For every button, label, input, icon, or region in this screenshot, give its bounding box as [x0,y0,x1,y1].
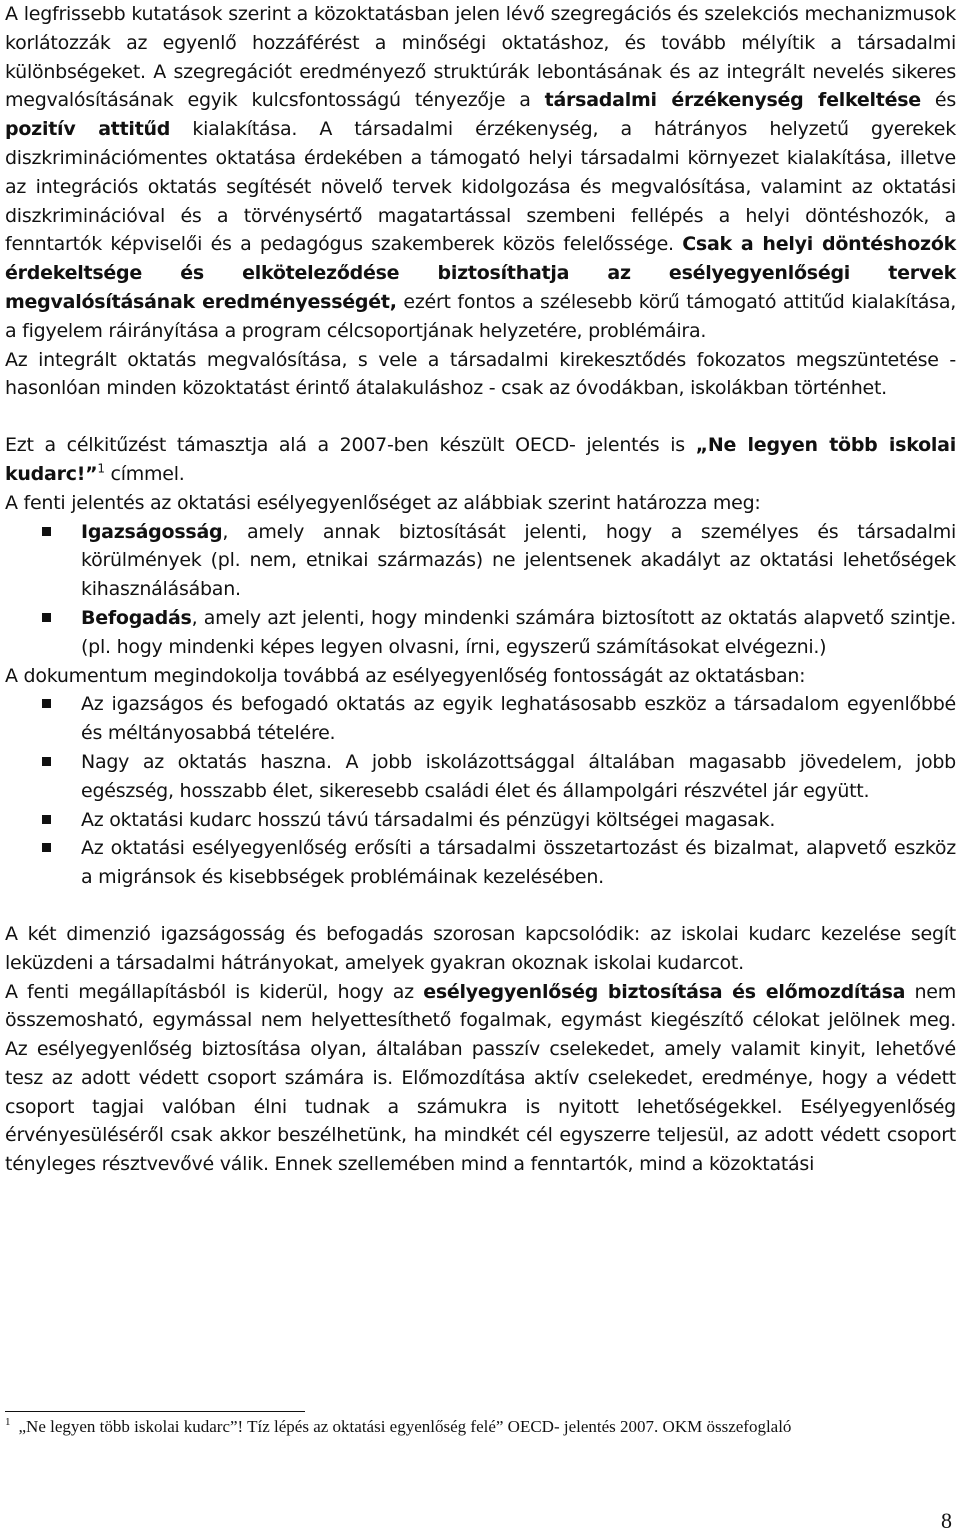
list-item-text: Az oktatási kudarc hosszú távú társadalmi és pénzügyi költségei magasak. [81,808,776,831]
square-bullet-icon [42,699,51,708]
list-item-text: Nagy az oktatás haszna. A jobb iskolázottsággal általában magasabb jövedelem, jobb egészség, hosszabb élet, sikeresebb családi élet és állampolgári részvétel jár együtt. [81,750,956,802]
term-label: Befogadás [81,606,192,629]
document-page [5,0,956,1179]
paragraph-text: A legfrissebb kutatások szerint a közoktatásban jelen lévő szegregációs és szelekciós mechanizmusok korlátozzák az egyenlő hozzáférést a minőségi oktatáshoz, és tovább mélyítik a társadalmi különbségeket. A szegregációt eredményező struktúrák lebontásának és az integrált nevelés sikeres megvalósításának egyik kulcsfontosságú tényezője a [5,3,956,112]
list-item-text: Az igazságos és befogadó oktatás az egyik leghatásosabb eszköz a társadalom egyenlőbbé és méltányosabbá tételére. [81,693,956,745]
paragraph-text: Ezt a célkitűzést támasztja alá a 2007-ben készült OECD- jelentés is [5,434,696,457]
square-bullet-icon [42,527,51,536]
paragraph-spacer [5,892,956,920]
page-number: 8 [941,1508,952,1533]
list-item [5,518,956,604]
footnote-text: „Ne legyen több iskolai kudarc”! Tíz lépés az oktatási egyenlőség felé” OECD- jelentés 2007. OKM összefoglaló [18,1417,792,1436]
emphasis-text: társadalmi érzékenység felkeltése [544,89,921,112]
footnote-divider [5,1411,305,1412]
paragraph-conclusion [5,978,956,1180]
footnote-number: 1 [5,1416,11,1429]
paragraph-spacer [5,403,956,431]
list-item [5,604,956,662]
paragraph-text: kialakítása. A társadalmi érzékenység, a hátrányos helyzetű gyerekek diszkriminációmentes oktatása érdekében a támogató helyi társadalmi környezet kialakítása, illetve az integrációs oktatás segítését növelő tervek kidolgozása és megvalósítása, valamint az oktatási diszkriminációval és a törvénysértő magatartással szembeni fellépés a helyi döntéshozók, a fenntartók képviselői és a pedagógus szakemberek közös felelőssége. [5,118,956,256]
paragraph-oecd-report [5,431,956,489]
report-title: „Ne legyen több iskolai kudarc!” [5,434,956,485]
paragraph-text: A fenti megállapításból is kiderül, hogy az [5,980,424,1003]
square-bullet-icon [42,843,51,852]
paragraph-text: és [920,89,956,112]
term-description: , amely annak biztosítását jelenti, hogy a személyes és társadalmi körülmények (pl. nem, etnikai származás) ne jelentsenek akadályt az oktatási lehetőségek kihasználásában. [81,520,956,601]
paragraph-text: nem összemosható, egymással nem helyettesíthető fogalmak, egymást kiegészítő célokat jelölnek meg. Az esélyegyenlőség biztosítása olyan, általában passzív cselekedet, amely valamit kinyit, lehetővé tesz az adott védett csoport számára is. Előmozdítása aktív cselekedet, eredménye, hogy a védett csoport tagjai valóban élni tudnak a számukra is nyitott lehetőségekkel. Esélyegyenlőség érvényesüléséről csak akkor beszélhetünk, ha mindkét cél egyszerre teljesül, az adott védett csoport tényleges résztvevővé válik. Ennek szellemében mind a fenntartók, mind a közoktatási [5,980,956,1176]
paragraph-dimensions: A két dimenzió igazságosság és befogadás szorosan kapcsolódik: az iskolai kudarc kezelése segít leküzdeni a társadalmi hátrányokat, amelyek gyakran okoznak iskolai kudarcot. [5,922,956,974]
term-description: , amely azt jelenti, hogy mindenki számára biztosított az oktatás alapvető szintje.(pl. hogy mindenki képes legyen olvasni, írni, egyszerű számításokat elvégezni.) [81,606,956,658]
list-item-text: Az oktatási esélyegyenlőség erősíti a társadalmi összetartozást és bizalmat, alapvető eszköz a migránsok és kisebbségek problémáinak kezelésében. [81,837,956,889]
term-label: Igazságosság [81,520,223,543]
definition-list [5,518,956,662]
list-item [5,748,956,806]
reasons-list [5,690,956,892]
emphasis-text: esélyegyenlőség biztosítása és előmozdítása [423,980,906,1003]
paragraph-intro [5,0,956,346]
square-bullet-icon [42,613,51,622]
paragraph-reasons-intro: A dokumentum megindokolja továbbá az esélyegyenlőség fontosságát az oktatásban: [5,664,806,687]
paragraph-text: címmel. [104,462,185,485]
list-item [5,834,956,892]
square-bullet-icon [42,757,51,766]
paragraph-text: ezért fontos a szélesebb körű támogató attitűd kialakítása, a figyelem ráirányítása a program célcsoportjának helyzetére, problémáira. [5,290,957,342]
list-item [5,806,956,835]
list-item [5,690,956,748]
emphasis-text: pozitív attitűd [5,118,171,141]
paragraph-definition-intro: A fenti jelentés az oktatási esélyegyenlőséget az alábbiak szerint határozza meg: [5,491,761,514]
emphasis-text: Csak a helyi döntéshozók érdekeltsége és elköteleződése biztosíthatja az esélyegyenlőségi tervek megvalósításának eredményességét, [5,233,957,313]
footnote-reference[interactable]: 1 [97,461,105,476]
square-bullet-icon [42,815,51,824]
paragraph-integration: Az integrált oktatás megvalósítása, s vele a társadalmi kirekesztődés fokozatos megszüntetése - hasonlóan minden közoktatást érintő átalakuláshoz - csak az óvodákban, iskolákban történhet. [5,348,956,400]
footnote [5,1414,950,1439]
